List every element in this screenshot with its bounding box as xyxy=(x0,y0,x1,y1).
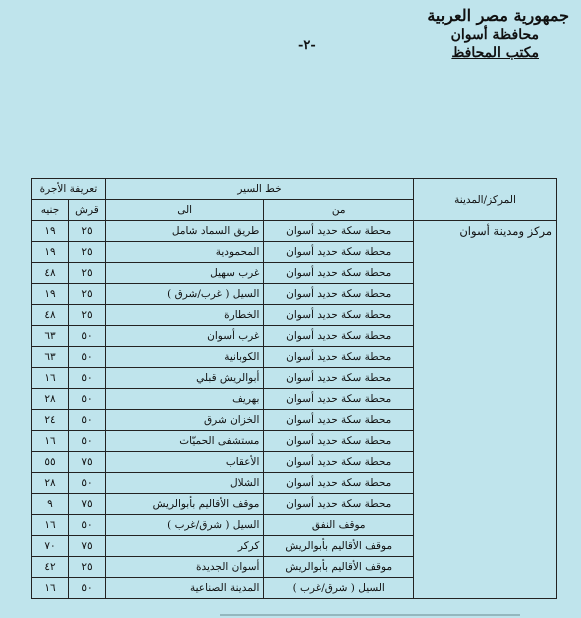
route-to-cell: الخطارة xyxy=(105,305,263,326)
route-to-cell: غرب سهيل xyxy=(105,263,263,284)
fare-pound-cell: ١٩ xyxy=(32,242,69,263)
route-to-cell: طريق السماد شامل xyxy=(105,221,263,242)
fare-qirsh-cell: ٢٥ xyxy=(68,242,105,263)
route-from-cell: محطة سكة حديد أسوان xyxy=(264,284,414,305)
city-cell: مركز ومدينة أسوان xyxy=(414,221,557,599)
route-to-cell: الكوبانية xyxy=(105,347,263,368)
route-to-cell: الأعقاب xyxy=(105,452,263,473)
fare-qirsh-cell: ٥٠ xyxy=(68,389,105,410)
fare-pound-cell: ١٩ xyxy=(32,221,69,242)
route-to-cell: المحمودية xyxy=(105,242,263,263)
route-to-cell: موقف الأقاليم بأبوالريش xyxy=(105,494,263,515)
header-route: خط السير xyxy=(105,179,413,200)
table-row xyxy=(32,221,557,242)
letterhead xyxy=(369,6,569,62)
route-from-cell: محطة سكة حديد أسوان xyxy=(264,221,414,242)
fare-pound-cell: ٧٠ xyxy=(32,536,69,557)
fare-qirsh-cell: ٥٠ xyxy=(68,368,105,389)
letterhead-governorate: محافظة أسوان xyxy=(450,27,539,43)
letterhead-country: جمهورية مصر العربية xyxy=(427,6,569,25)
route-from-cell: محطة سكة حديد أسوان xyxy=(264,494,414,515)
route-from-cell: محطة سكة حديد أسوان xyxy=(264,473,414,494)
header-fare: تعريفة الأجرة xyxy=(32,179,106,200)
page-bottom-edge xyxy=(220,614,520,616)
fare-pound-cell: ٤٨ xyxy=(32,305,69,326)
route-to-cell: المدينة الصناعية xyxy=(105,578,263,599)
route-from-cell: السيل ( شرق/غرب ) xyxy=(264,578,414,599)
route-to-cell: أبوالريش قبلي xyxy=(105,368,263,389)
fare-qirsh-cell: ٥٠ xyxy=(68,515,105,536)
fare-pound-cell: ٤٨ xyxy=(32,263,69,284)
route-from-cell: محطة سكة حديد أسوان xyxy=(264,368,414,389)
route-to-cell: بهريف xyxy=(105,389,263,410)
fare-pound-cell: ٦٣ xyxy=(32,326,69,347)
route-from-cell: محطة سكة حديد أسوان xyxy=(264,263,414,284)
fare-pound-cell: ٢٨ xyxy=(32,389,69,410)
fare-qirsh-cell: ٢٥ xyxy=(68,305,105,326)
fare-qirsh-cell: ٥٠ xyxy=(68,431,105,452)
fare-pound-cell: ٢٤ xyxy=(32,410,69,431)
route-from-cell: محطة سكة حديد أسوان xyxy=(264,410,414,431)
route-to-cell: السيل ( شرق/غرب ) xyxy=(105,515,263,536)
route-from-cell: موقف الأقاليم بأبوالريش xyxy=(264,557,414,578)
route-from-cell: محطة سكة حديد أسوان xyxy=(264,452,414,473)
header-qirsh: قرش xyxy=(68,200,105,221)
route-from-cell: موقف الأقاليم بأبوالريش xyxy=(264,536,414,557)
letterhead-office: مكتب المحافظ xyxy=(451,45,539,61)
fare-pound-cell: ١٦ xyxy=(32,431,69,452)
fare-qirsh-cell: ٢٥ xyxy=(68,263,105,284)
route-from-cell: موقف النفق xyxy=(264,515,414,536)
fare-qirsh-cell: ٥٠ xyxy=(68,410,105,431)
header-from: من xyxy=(264,200,414,221)
route-from-cell: محطة سكة حديد أسوان xyxy=(264,305,414,326)
header-pound: جنيه xyxy=(32,200,69,221)
header-to: الى xyxy=(105,200,263,221)
fare-pound-cell: ١٦ xyxy=(32,578,69,599)
route-to-cell: مستشفى الحميّات xyxy=(105,431,263,452)
fare-qirsh-cell: ٢٥ xyxy=(68,557,105,578)
table-header-row xyxy=(32,179,557,200)
fare-pound-cell: ٦٣ xyxy=(32,347,69,368)
route-from-cell: محطة سكة حديد أسوان xyxy=(264,326,414,347)
fare-qirsh-cell: ٥٠ xyxy=(68,578,105,599)
fare-pound-cell: ٥٥ xyxy=(32,452,69,473)
route-to-cell: السيل ( غرب/شرق ) xyxy=(105,284,263,305)
fare-qirsh-cell: ٥٠ xyxy=(68,347,105,368)
route-from-cell: محطة سكة حديد أسوان xyxy=(264,242,414,263)
route-to-cell: كركر xyxy=(105,536,263,557)
fare-qirsh-cell: ٧٥ xyxy=(68,494,105,515)
page-number: -٢- xyxy=(298,38,316,53)
fare-qirsh-cell: ٢٥ xyxy=(68,221,105,242)
fare-qirsh-cell: ٧٥ xyxy=(68,452,105,473)
route-from-cell: محطة سكة حديد أسوان xyxy=(264,347,414,368)
route-to-cell: غرب أسوان xyxy=(105,326,263,347)
route-to-cell: الشلال xyxy=(105,473,263,494)
fare-pound-cell: ١٦ xyxy=(32,515,69,536)
fare-pound-cell: ١٩ xyxy=(32,284,69,305)
route-from-cell: محطة سكة حديد أسوان xyxy=(264,389,414,410)
fare-pound-cell: ٤٢ xyxy=(32,557,69,578)
route-to-cell: أسوان الجديدة xyxy=(105,557,263,578)
route-from-cell: محطة سكة حديد أسوان xyxy=(264,431,414,452)
fare-table xyxy=(31,178,557,599)
fare-pound-cell: ٩ xyxy=(32,494,69,515)
header-city: المركز/المدينة xyxy=(414,179,557,221)
fare-qirsh-cell: ٥٠ xyxy=(68,326,105,347)
fare-qirsh-cell: ٥٠ xyxy=(68,473,105,494)
route-to-cell: الخزان شرق xyxy=(105,410,263,431)
fare-qirsh-cell: ٧٥ xyxy=(68,536,105,557)
fare-qirsh-cell: ٢٥ xyxy=(68,284,105,305)
fare-pound-cell: ٢٨ xyxy=(32,473,69,494)
fare-pound-cell: ١٦ xyxy=(32,368,69,389)
